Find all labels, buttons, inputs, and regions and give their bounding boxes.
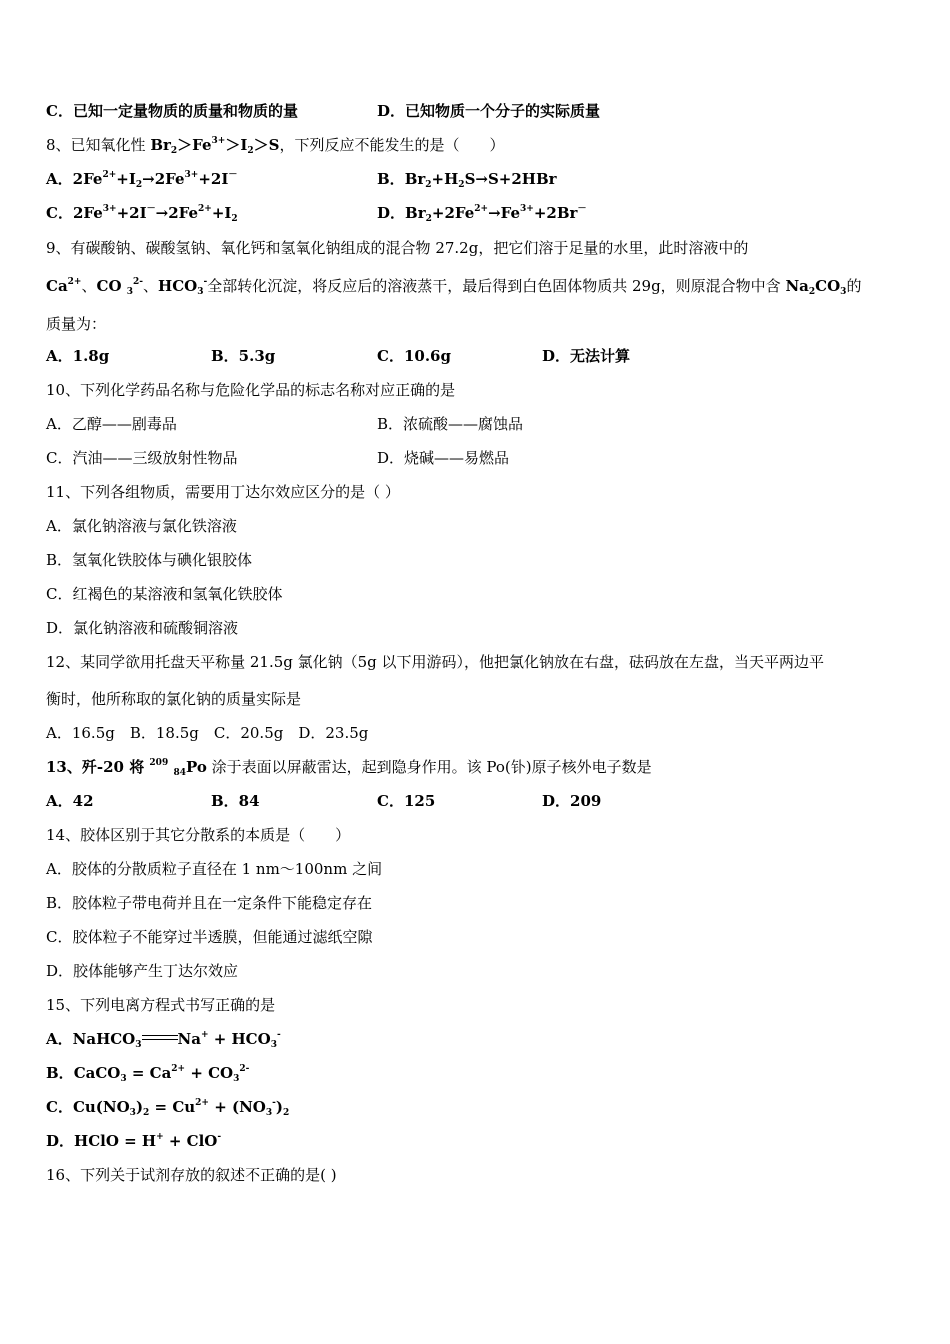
q7-option-row <box>46 101 601 121</box>
q10-option-row-2 <box>46 448 510 468</box>
q8-option-b[interactable]: B．$Br_2+H_2S\to S+2HBr$ <box>377 170 557 190</box>
q8-option-row-1 <box>46 169 557 190</box>
q12-stem-line2: 衡时，他所称取的氯化钠的质量实际是 <box>46 690 302 708</box>
q13-mass-number: 209 <box>149 758 169 768</box>
q11-option-c[interactable]: C．红褐色的某溶液和氢氧化铁胶体 <box>46 585 283 603</box>
q9-option-c[interactable]: C．10.6g <box>377 347 451 365</box>
q8-option-a[interactable]: A．$2Fe^{2+}+I_2\to 2Fe^{3+}+2I^-$ <box>46 170 238 190</box>
q9-option-b[interactable]: B．5.3g <box>211 347 276 365</box>
q15-option-d[interactable]: D．HClO = H+ + ClO- <box>46 1132 222 1150</box>
q8-option-row-2 <box>46 203 587 224</box>
equilibrium-arrow-icon <box>142 1035 178 1041</box>
q9-stem-line1: 9、有碳酸钠、碳酸氢钠、氧化钙和氢氧化钠组成的混合物 27.2g，把它们溶于足量的水里，此时溶液中的 <box>46 239 749 257</box>
q13-element: Po <box>185 758 207 776</box>
q8-stem-prefix: 8、已知氧化性 <box>46 136 151 154</box>
q14-option-a[interactable]: A．胶体的分散质粒子直径在 1 nm～100nm 之间 <box>46 860 383 878</box>
q13-option-d[interactable]: D．209 <box>542 792 602 810</box>
q8-option-d[interactable]: D．$Br_2+2Fe^{2+}\to Fe^{3+}+2Br^-$ <box>377 204 587 224</box>
q10-option-a[interactable]: A．乙醇——剧毒品 <box>46 415 177 433</box>
q15-stem: 15、下列电离方程式书写正确的是 <box>46 996 276 1014</box>
q9-option-d[interactable]: D．无法计算 <box>542 347 631 365</box>
q13-option-row <box>46 791 602 811</box>
q15-option-a[interactable]: A．NaHCO$_3$ $Na^+ + HCO_3^-$ <box>46 1030 281 1050</box>
q10-option-row-1 <box>46 414 524 434</box>
q10-option-d[interactable]: D．烧碱——易燃品 <box>377 449 510 467</box>
q13-option-c[interactable]: C．125 <box>377 792 436 810</box>
q13-option-a[interactable]: A．42 <box>46 792 94 810</box>
q15-option-c[interactable]: C．$Cu(NO_3)_2 = Cu^{2+} + (NO_3^-)_2$ <box>46 1098 290 1118</box>
q10-option-b[interactable]: B．浓硫酸——腐蚀品 <box>377 415 524 433</box>
q7-option-d[interactable]: D．已知物质一个分子的实际质量 <box>377 102 601 120</box>
q13-stem: 13、歼-20 将 $^{209}$ $_{84}$Po 涂于表面以屏蔽雷达，起到隐身作用。该 Po(钋)原子核外电子数是 <box>46 758 652 778</box>
q14-option-c[interactable]: C．胶体粒子不能穿过半透膜，但能通过滤纸空隙 <box>46 928 373 946</box>
q8-option-c[interactable]: C．$2Fe^{3+}+2I^-\to 2Fe^{2+}+I_2$ <box>46 204 238 224</box>
q16-stem: 16、下列关于试剂存放的叙述不正确的是( ) <box>46 1166 337 1184</box>
q9-stem-line2: $Ca^{2+}$、CO $_3^{2-}$、$HCO_3^-$全部转化沉淀，将反应后的溶液蒸干，最后得到白色固体物质共 29g，则原混合物中含 $Na_2CO_3$的 <box>46 277 862 297</box>
q8-stem-suffix: ，下列反应不能发生的是（ ） <box>279 136 505 154</box>
q15-option-b[interactable]: B．CaCO$_3$ = $Ca^{2+} + CO_3^{2-}$ <box>46 1064 250 1084</box>
q14-stem: 14、胶体区别于其它分散系的本质是（ ） <box>46 826 351 844</box>
q8-oxidizer-order: $Br_2>Fe^{3+}>I_2>S$ <box>150 136 280 156</box>
q14-option-d[interactable]: D．胶体能够产生丁达尔效应 <box>46 962 239 980</box>
q12-stem-line1: 12、某同学欲用托盘天平称量 21.5g 氯化钠（5g 以下用游码），他把氯化钠放在右盘，砝码放在左盘，当天平两边平 <box>46 653 825 671</box>
q11-option-b[interactable]: B．氢氧化铁胶体与碘化银胶体 <box>46 551 253 569</box>
q11-stem: 11、下列各组物质，需要用丁达尔效应区分的是（ ） <box>46 483 400 501</box>
q9-stem-line3: 质量为： <box>46 315 107 333</box>
q13-option-b[interactable]: B．84 <box>211 792 260 810</box>
q11-option-d[interactable]: D．氯化钠溶液和硫酸铜溶液 <box>46 619 239 637</box>
q11-option-a[interactable]: A．氯化钠溶液与氯化铁溶液 <box>46 517 237 535</box>
q14-option-b[interactable]: B．胶体粒子带电荷并且在一定条件下能稳定存在 <box>46 894 373 912</box>
q7-option-c[interactable]: C．已知一定量物质的质量和物质的量 <box>46 102 298 120</box>
q10-stem: 10、下列化学药品名称与危险化学品的标志名称对应正确的是 <box>46 381 456 399</box>
q10-option-c[interactable]: C．汽油——三级放射性物品 <box>46 449 238 467</box>
q8-stem <box>46 135 505 155</box>
q9-option-a[interactable]: A．1.8g <box>46 347 110 365</box>
q12-options[interactable]: A．16.5g B．18.5g C．20.5g D．23.5g <box>46 724 369 742</box>
q9-option-row <box>46 346 631 366</box>
q13-atomic-number: 84 <box>173 768 186 778</box>
